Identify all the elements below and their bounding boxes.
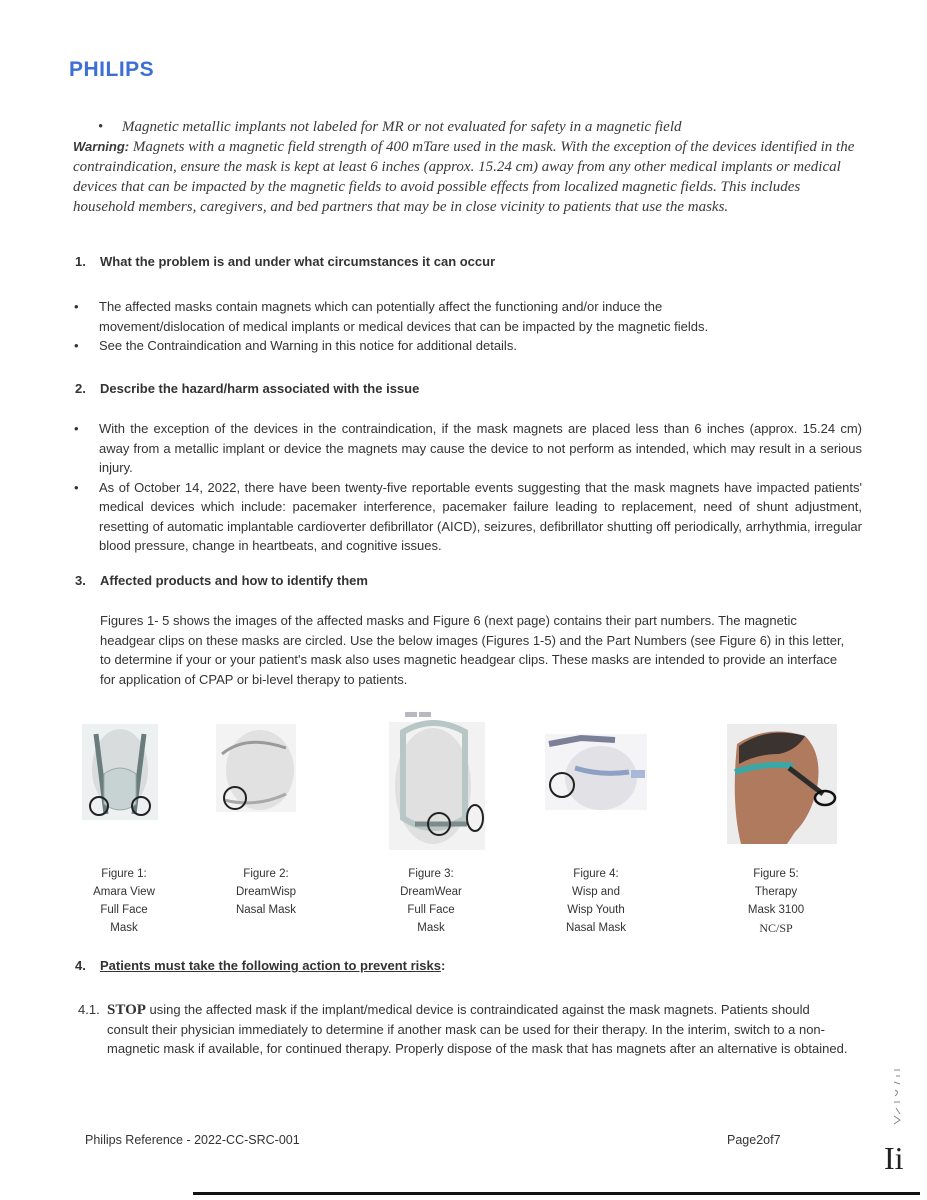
figure-2-caption [214,865,318,919]
caption-line: NC/SP [759,921,793,935]
step-number: 4.1. [78,1002,100,1017]
section-2-number: 2. [75,381,86,396]
caption-line: Mask [110,922,138,934]
figure-4-image [545,734,647,810]
step-4-1 [78,1000,848,1058]
warning-text: Magnets with a magnetic field strength of 400 mTare used in the mask. With the exception of the devices identified in the contraindication, ensure the mask is kept at least 6 inches (approx. 15.24 cm) away from any other medical implants or medical devices that can be impacted by the magnetic fields to avoid possible effects from localized magnetic fields. This includes household members, caregivers, and bed partners that may be in close vicinity to patients that use the masks. [73,139,855,215]
section-4-title: Patients must take the following action to prevent risks [100,958,441,973]
contraindication-text: Magnetic metallic implants not labeled for MR or not evaluated for safety in a magnetic field [122,119,682,135]
section-3-title: Affected products and how to identify them [100,573,368,588]
list-item: • With the exception of the devices in the contraindication, if the mask magnets are placed less than 6 inches (approx. 15.24 cm) away from a metallic implant or device the magnets may cause the device to not perform as intended, which may result in a serious injury. [74,419,862,478]
warning-paragraph [73,137,863,217]
section-4-colon: : [440,958,446,973]
caption-line: Wisp Youth [567,904,625,916]
section-1-list [74,297,784,356]
section-3-paragraph: Figures 1- 5 shows the images of the affected masks and Figure 6 (next page) contains their part numbers. The magnetic headgear clips on these masks are circled. Use the below images (Figures 1-5) and the Part Numbers (see Figure 6) in this letter, to determine if your or your patient's mask also uses magnetic headgear clips. These masks are intended to provide an interface for application of CPAP or bi-level therapy to patients. [100,613,845,687]
caption-line: Amara View [93,886,155,898]
section-3-heading [75,573,368,588]
figure-2-image [216,724,296,812]
caption-line: Figure 3: [408,868,454,880]
caption-line: Mask 3100 [747,904,805,916]
figure-3-caption [379,865,483,937]
stop-label: STOP [107,1002,146,1018]
caption-line: Wisp and [572,886,620,898]
caption-line: Figure 1: [101,868,147,880]
list-item: • The affected masks contain magnets which can potentially affect the functioning and/or induce the movement/dislocation of medical implants or medical devices that can be impacted by the magnetic fields. [74,297,784,336]
caption-line: DreamWisp [235,886,297,898]
section-2-heading [75,381,419,396]
scan-artifact-mark [888,1068,908,1130]
caption-line: Figure 4: [573,868,619,880]
section-1-title: What the problem is and under what circumstances it can occur [100,254,496,269]
warning-label: Warning: [73,139,130,154]
section-1-number: 1. [75,254,86,269]
caption-line: Figure 5: [753,868,799,880]
caption-line: Therapy [754,886,798,898]
section-2-list [74,419,862,556]
caption-line: DreamWear [400,886,462,898]
page-mark: Ii [884,1140,904,1176]
section-3-number: 3. [75,573,86,588]
caption-line: Full Face [407,904,455,916]
footer-reference: Philips Reference - 2022-CC-SRC-001 [85,1133,300,1147]
section-1-heading [75,254,495,269]
section-2-title: Describe the hazard/harm associated with the issue [100,381,420,396]
caption-line: Nasal Mask [235,904,297,916]
figure-5-image [727,724,837,844]
section-4-heading [75,958,445,973]
figure-3-image [385,708,489,850]
bottom-rule [193,1192,920,1195]
list-item: • As of October 14, 2022, there have been twenty-five reportable events suggesting that the mask magnets have impacted patients' medical devices which include: pacemaker interference, pacemaker failure leading to replacement, need of shunt adjustment, resetting of automatic implantable cardioverter defibrillator (AICD), seizures, defibrillator shutting off periodically, arrhythmia, irregular blood pressure, change in heartbeats, and cognitive issues. [74,478,862,556]
figure-4-caption [544,865,648,937]
figure-1-image [82,724,158,820]
figure-5-caption [724,865,828,937]
caption-line: Full Face [100,904,148,916]
step-text: using the affected mask if the implant/medical device is contraindicated against the mask magnets. Patients should consult their physician immediately to determine if another mask can be used for their therapy. In the interim, switch to a non-magnetic mask if available, for continued therapy. Properly dispose of the mask that has magnets after an alternative is obtained. [107,1002,848,1056]
contraindication-bullet: • Magnetic metallic implants not labeled for MR or not evaluated for safety in a magnetic field [100,117,860,137]
footer-page-number: Page2of7 [727,1133,781,1147]
philips-logo: PHILIPS [69,58,155,81]
caption-line: Nasal Mask [565,922,627,934]
caption-line: Mask [417,922,445,934]
list-item: • See the Contraindication and Warning in this notice for additional details. [74,336,784,356]
section-4-number: 4. [75,958,86,973]
caption-line: Figure 2: [243,868,289,880]
figure-1-caption [72,865,176,937]
